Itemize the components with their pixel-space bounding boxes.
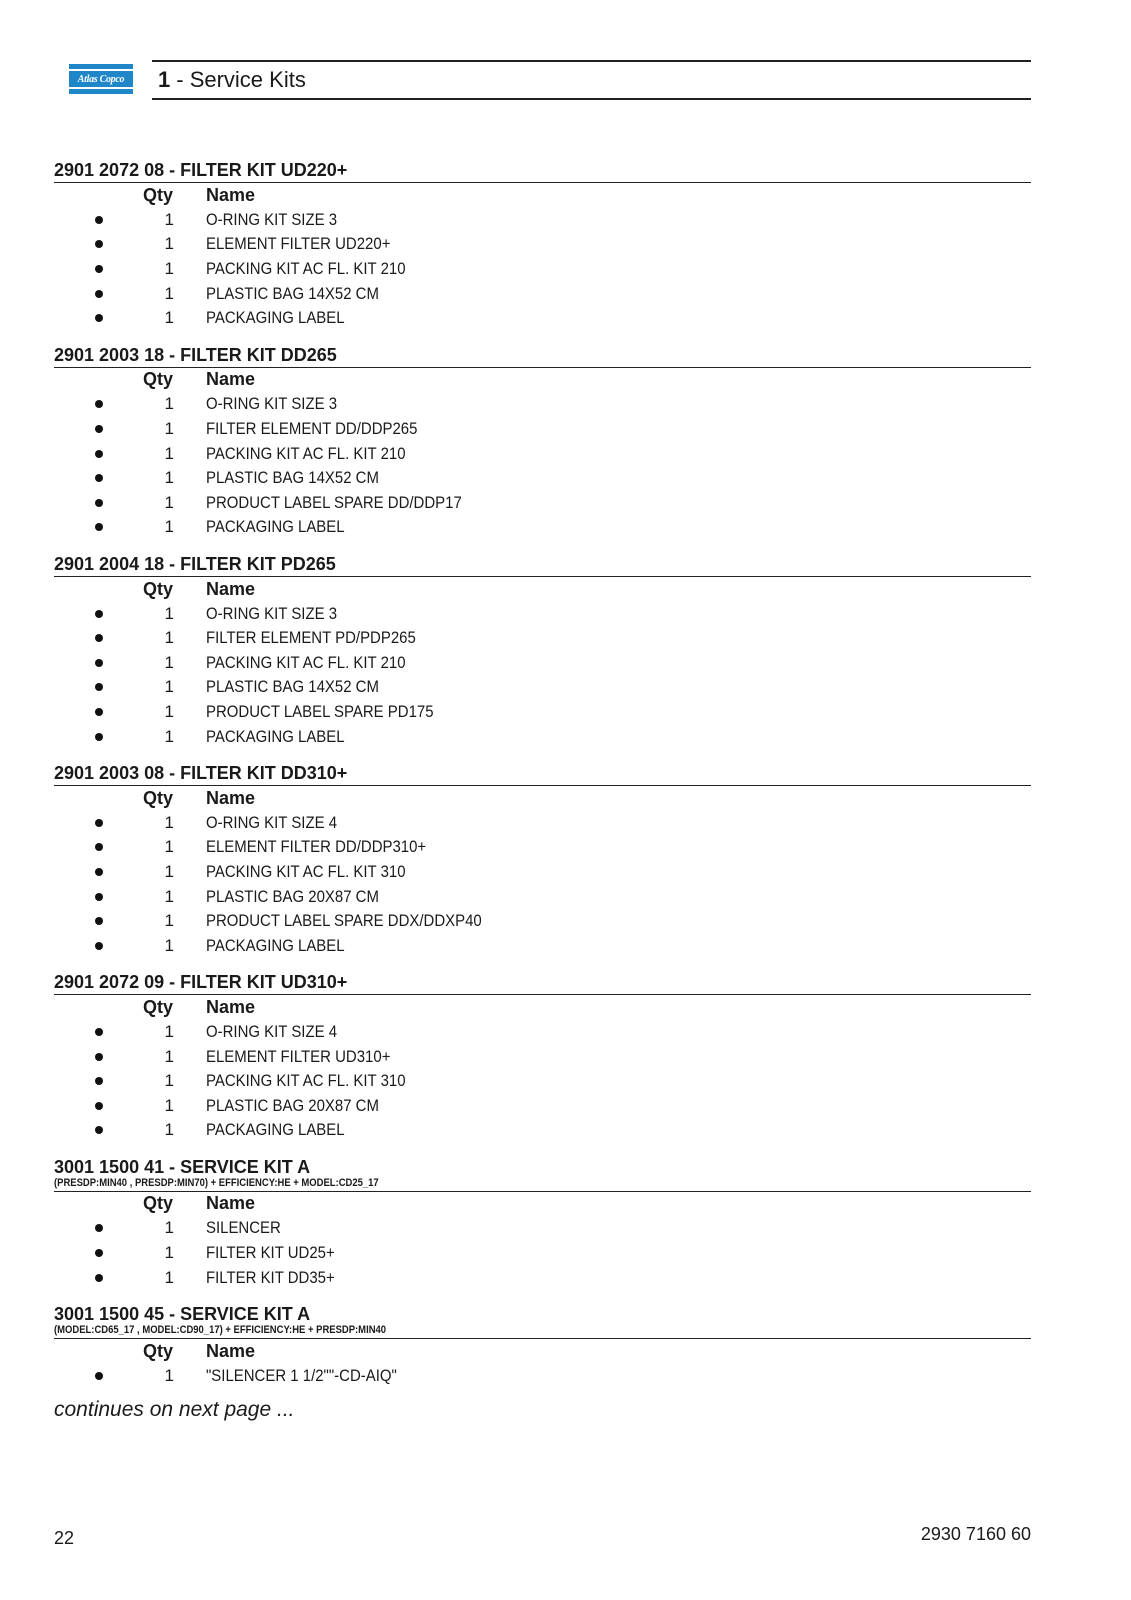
item-qty: 1 [164, 394, 174, 414]
item-qty: 1 [164, 886, 174, 906]
continues-note: continues on next page ... [54, 1398, 295, 1422]
item-name: O-RING KIT SIZE 3 [206, 603, 338, 623]
kit-item-row [54, 1265, 1031, 1290]
item-name: FILTER ELEMENT PD/PDP265 [206, 628, 416, 648]
bullet-icon [95, 942, 103, 950]
item-name: SILENCER [206, 1218, 281, 1238]
kit-item-row [54, 1093, 1031, 1118]
qty-column-header: Qty [143, 1340, 174, 1361]
bullet-icon [95, 733, 103, 741]
item-qty: 1 [164, 1046, 174, 1066]
bullet-icon [95, 523, 103, 531]
item-qty: 1 [164, 812, 174, 832]
kit-item-row [54, 1118, 1031, 1143]
kit-item-row [54, 281, 1031, 306]
kit-title: 2901 2072 09 - FILTER KIT UD310+ [54, 972, 348, 993]
bullet-icon [95, 610, 103, 618]
bullet-icon [95, 819, 103, 827]
bullet-icon [95, 1102, 103, 1110]
kit-item-row [54, 835, 1031, 860]
item-qty: 1 [164, 492, 174, 512]
qty-column-header: Qty [143, 578, 174, 599]
qty-column-header: Qty [143, 184, 174, 205]
kit-section [54, 554, 1031, 749]
kit-section [54, 763, 1031, 958]
kit-item-row [54, 884, 1031, 909]
kit-item-row [54, 1364, 1031, 1389]
item-qty: 1 [164, 443, 174, 463]
item-name: PLASTIC BAG 14X52 CM [206, 283, 379, 303]
kit-title: 2901 2004 18 - FILTER KIT PD265 [54, 553, 336, 574]
kit-item-row [54, 651, 1031, 676]
kit-column-headers [54, 995, 1031, 1020]
kits-list [54, 160, 1031, 1422]
bullet-icon [95, 1126, 103, 1134]
kit-item-row [54, 626, 1031, 651]
bullet-icon [95, 893, 103, 901]
item-name: PLASTIC BAG 14X52 CM [206, 468, 379, 488]
kit-item-row [54, 1020, 1031, 1045]
item-qty: 1 [164, 517, 174, 537]
item-qty: 1 [164, 468, 174, 488]
kit-title: 3001 1500 45 - SERVICE KIT A [54, 1303, 311, 1324]
item-qty: 1 [164, 701, 174, 721]
item-name: ELEMENT FILTER UD310+ [206, 1046, 391, 1066]
item-qty: 1 [164, 1120, 174, 1140]
item-qty: 1 [164, 911, 174, 931]
bullet-icon [95, 659, 103, 667]
section-title: - Service Kits [176, 67, 306, 92]
item-name: PLASTIC BAG 20X87 CM [206, 886, 379, 906]
kit-title: 3001 1500 41 - SERVICE KIT A [54, 1156, 311, 1177]
item-qty: 1 [164, 837, 174, 857]
item-qty: 1 [164, 677, 174, 697]
item-name: PACKAGING LABEL [206, 1120, 345, 1140]
kit-item-row [54, 306, 1031, 331]
kit-column-headers [54, 1339, 1031, 1364]
item-name: "SILENCER 1 1/2""-CD-AIQ" [206, 1365, 397, 1385]
kit-item-row [54, 208, 1031, 233]
item-qty: 1 [164, 1071, 174, 1091]
kit-section [54, 345, 1031, 540]
item-name: PACKING KIT AC FL. KIT 210 [206, 652, 406, 672]
kit-column-headers [54, 183, 1031, 208]
item-name: PACKING KIT AC FL. KIT 210 [206, 443, 406, 463]
bullet-icon [95, 265, 103, 273]
item-qty: 1 [164, 1021, 174, 1041]
kit-item-row [54, 909, 1031, 934]
kit-item-row [54, 1216, 1031, 1241]
bullet-icon [95, 290, 103, 298]
bullet-icon [95, 917, 103, 925]
kit-item-row [54, 601, 1031, 626]
item-qty: 1 [164, 1365, 174, 1385]
kit-item-row [54, 491, 1031, 516]
kit-item-row [54, 860, 1031, 885]
bullet-icon [95, 1274, 103, 1282]
kit-title: 2901 2003 08 - FILTER KIT DD310+ [54, 762, 348, 783]
kit-item-row [54, 810, 1031, 835]
bullet-icon [95, 1249, 103, 1257]
page-number: 22 [54, 1528, 75, 1548]
document-number: 2930 7160 60 [920, 1524, 1031, 1544]
kit-section [54, 160, 1031, 331]
kit-title: 2901 2003 18 - FILTER KIT DD265 [54, 344, 337, 365]
item-name: PRODUCT LABEL SPARE DD/DDP17 [206, 492, 462, 512]
bullet-icon [95, 1372, 103, 1380]
item-name: O-RING KIT SIZE 3 [206, 394, 338, 414]
bullet-icon [95, 708, 103, 716]
bullet-icon [95, 499, 103, 507]
kit-title: 2901 2072 08 - FILTER KIT UD220+ [54, 160, 348, 180]
name-column-header: Name [206, 369, 256, 390]
section-header-bar [152, 60, 1031, 100]
item-name: PACKING KIT AC FL. KIT 310 [206, 1071, 406, 1091]
kit-item-row [54, 232, 1031, 257]
section-number: 1 [158, 67, 171, 92]
kit-item-row [54, 933, 1031, 958]
item-name: PLASTIC BAG 20X87 CM [206, 1095, 379, 1115]
name-column-header: Name [206, 996, 256, 1017]
bullet-icon [95, 474, 103, 482]
bullet-icon [95, 216, 103, 224]
kit-item-row [54, 257, 1031, 282]
item-name: PRODUCT LABEL SPARE DDX/DDXP40 [206, 911, 482, 931]
kit-section [54, 1304, 1031, 1388]
item-qty: 1 [164, 283, 174, 303]
item-name: ELEMENT FILTER UD220+ [206, 234, 391, 254]
page-header [69, 60, 1031, 102]
bullet-icon [95, 683, 103, 691]
item-name: O-RING KIT SIZE 4 [206, 1021, 338, 1041]
item-name: O-RING KIT SIZE 4 [206, 812, 338, 832]
qty-column-header: Qty [143, 787, 174, 808]
kit-column-headers [54, 1192, 1031, 1217]
kit-item-row [54, 441, 1031, 466]
kit-column-headers [54, 368, 1031, 393]
kit-column-headers [54, 786, 1031, 811]
item-qty: 1 [164, 603, 174, 623]
item-name: PLASTIC BAG 14X52 CM [206, 677, 379, 697]
kit-item-row [54, 724, 1031, 749]
item-qty: 1 [164, 1243, 174, 1263]
item-name: FILTER KIT DD35+ [206, 1267, 335, 1287]
item-name: PRODUCT LABEL SPARE PD175 [206, 701, 434, 721]
qty-column-header: Qty [143, 369, 174, 390]
qty-column-header: Qty [143, 1193, 174, 1214]
bullet-icon [95, 868, 103, 876]
bullet-icon [95, 1077, 103, 1085]
item-qty: 1 [164, 1267, 174, 1287]
name-column-header: Name [206, 1340, 256, 1361]
item-name: PACKAGING LABEL [206, 308, 345, 328]
bullet-icon [95, 634, 103, 642]
kit-condition: (PRESDP:MIN40 , PRESDP:MIN70) + EFFICIENCY:HE + MODEL:CD25_17 [54, 1176, 379, 1189]
item-qty: 1 [164, 1095, 174, 1115]
item-qty: 1 [164, 652, 174, 672]
qty-column-header: Qty [143, 996, 174, 1017]
item-name: PACKAGING LABEL [206, 517, 345, 537]
item-qty: 1 [164, 234, 174, 254]
item-name: O-RING KIT SIZE 3 [206, 209, 338, 229]
kit-item-row [54, 1069, 1031, 1094]
item-qty: 1 [164, 259, 174, 279]
item-name: PACKING KIT AC FL. KIT 210 [206, 259, 406, 279]
kit-condition: (MODEL:CD65_17 , MODEL:CD90_17) + EFFICIENCY:HE + PRESDP:MIN40 [54, 1323, 387, 1336]
item-qty: 1 [164, 726, 174, 746]
bullet-icon [95, 425, 103, 433]
item-qty: 1 [164, 861, 174, 881]
kit-item-row [54, 675, 1031, 700]
kit-item-row [54, 466, 1031, 491]
bullet-icon [95, 1053, 103, 1061]
bullet-icon [95, 314, 103, 322]
item-qty: 1 [164, 308, 174, 328]
item-qty: 1 [164, 628, 174, 648]
bullet-icon [95, 1224, 103, 1232]
item-qty: 1 [164, 935, 174, 955]
bullet-icon [95, 1028, 103, 1036]
bullet-icon [95, 450, 103, 458]
kit-section [54, 972, 1031, 1143]
item-name: PACKAGING LABEL [206, 935, 345, 955]
bullet-icon [95, 240, 103, 248]
kit-item-row [54, 417, 1031, 442]
item-qty: 1 [164, 1218, 174, 1238]
bullet-icon [95, 843, 103, 851]
item-qty: 1 [164, 209, 174, 229]
kit-item-row [54, 392, 1031, 417]
name-column-header: Name [206, 787, 256, 808]
kit-item-row [54, 1241, 1031, 1266]
atlas-copco-logo: Atlas Copco [69, 64, 133, 94]
name-column-header: Name [206, 184, 256, 205]
item-name: FILTER KIT UD25+ [206, 1243, 335, 1263]
item-name: FILTER ELEMENT DD/DDP265 [206, 419, 418, 439]
name-column-header: Name [206, 578, 256, 599]
kit-column-headers [54, 577, 1031, 602]
item-qty: 1 [164, 419, 174, 439]
bullet-icon [95, 400, 103, 408]
kit-item-row [54, 1044, 1031, 1069]
kit-section [54, 1157, 1031, 1290]
kit-item-row [54, 515, 1031, 540]
name-column-header: Name [206, 1193, 256, 1214]
item-name: PACKING KIT AC FL. KIT 310 [206, 861, 406, 881]
item-name: ELEMENT FILTER DD/DDP310+ [206, 837, 427, 857]
item-name: PACKAGING LABEL [206, 726, 345, 746]
kit-item-row [54, 700, 1031, 725]
